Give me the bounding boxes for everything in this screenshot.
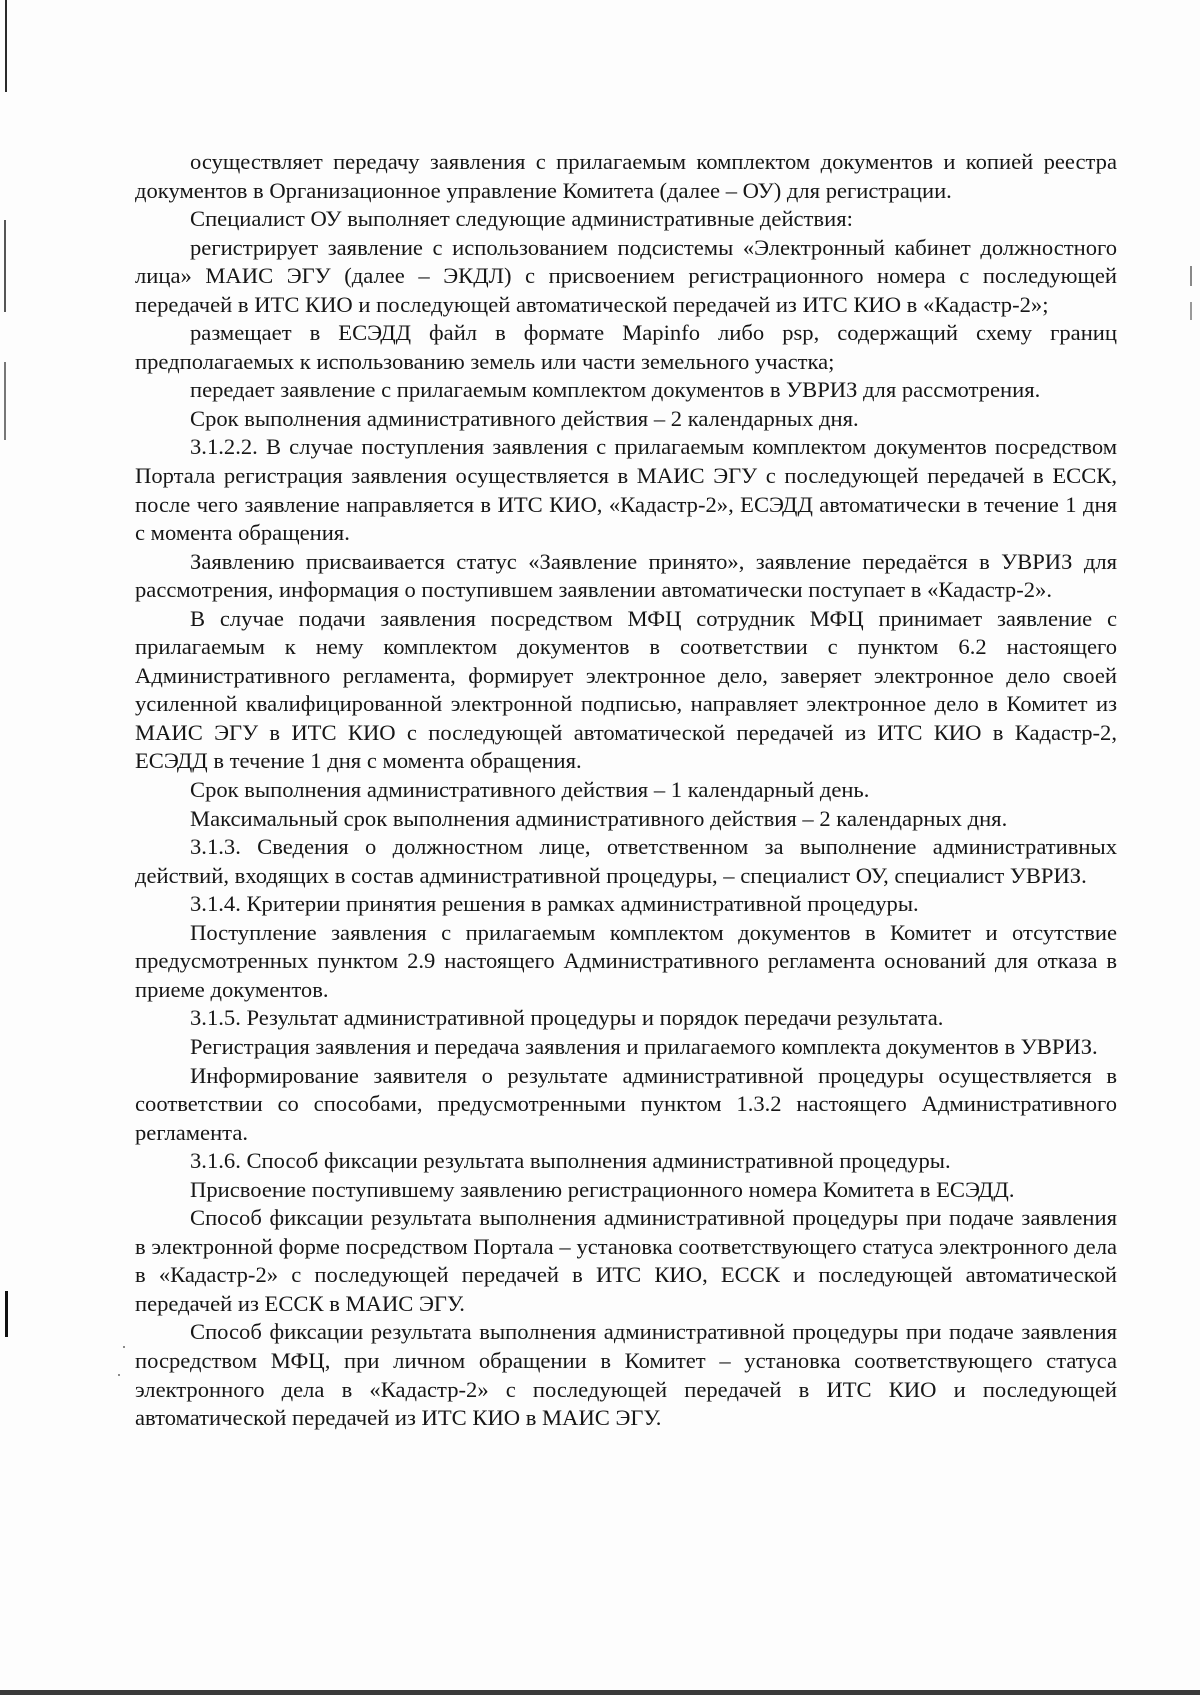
paragraph: 3.1.3. Сведения о должностном лице, ответственном за выполнение административных действий, входящих в состав административной процедуры, – специалист ОУ, специалист УВРИЗ. [135,834,1117,888]
paragraph: 3.1.2.2. В случае поступления заявления с прилагаемым комплектом документов посредством Портала регистрация заявления осуществляется в МАИС ЭГУ с последующей передачей в ЕССК, после чего заявление направляется в ИТС КИО, «Кадастр-2», ЕСЭДД автоматически в течение 1 дня с момента обращения. [135,434,1117,546]
paragraph: Способ фиксации результата выполнения административной процедуры при подаче заявления посредством МФЦ, при личном обращении в Комитет – установка соответствующего статуса электронного дела в «Кадастр-2» с последующей передачей в ИТС КИО и последующей автоматической передачей из ИТС КИО в МАИС ЭГУ. [135,1319,1117,1431]
paragraph: Присвоение поступившему заявлению регистрационного номера Комитета в ЕСЭДД. [190,1176,1015,1202]
scan-artifact-mark [1190,302,1192,320]
paragraph: 3.1.4. Критерии принятия решения в рамках административной процедуры. [190,891,919,917]
paragraph: осуществляет передачу заявления с прилагаемым комплектом документов и копией реестра документов в Организационное управление Комитета (далее – ОУ) для регистрации. [135,149,1117,203]
paragraph: Срок выполнения административного действия – 1 календарный день. [190,777,870,803]
paragraph: В случае подачи заявления посредством МФЦ сотрудник МФЦ принимает заявление с прилагаемым к нему комплектом документов в соответствии с пунктом 6.2 настоящего Административного регламента, формирует электронное дело, заверяет электронное дело своей усиленной квалифицированной электронной подписью, направляет электронное дело в Комитет из МАИС ЭГУ в ИТС КИО с последующей автоматической передачей из ИТС КИО в Кадастр-2, ЕСЭДД в течение 1 дня с момента обращения. [135,605,1117,774]
scan-artifact-mark [5,0,7,92]
paragraph: 3.1.5. Результат административной процедуры и порядок передачи результата. [190,1005,944,1031]
scan-artifact-mark [1190,266,1192,286]
scan-bottom-edge [0,1690,1200,1695]
paragraph: Регистрация заявления и передача заявления и прилагаемого комплекта документов в УВРИЗ. [190,1033,1098,1059]
paragraph: Поступление заявления с прилагаемым комплектом документов в Комитет и отсутствие предусмотренных пунктом 2.9 настоящего Административного регламента оснований для отказа в приеме документов. [135,919,1117,1002]
paragraph: Срок выполнения административного действия – 2 календарных дня. [190,405,859,431]
scan-artifact-mark [5,1291,8,1337]
paragraph: Способ фиксации результата выполнения административной процедуры при подаче заявления в электронной форме посредством Портала – установка соответствующего статуса электронного дела в «Кадастр-2» с последующей передачей в ИТС КИО, ЕССК и последующей автоматической передачей из ЕССК в МАИС ЭГУ. [135,1205,1117,1316]
scan-artifact-dot [118,1374,120,1376]
paragraph: Информирование заявителя о результате административной процедуры осуществляется в соответствии со способами, предусмотренными пунктом 1.3.2 настоящего Административного регламента. [135,1062,1117,1145]
document-body [135,148,1117,1433]
paragraph: размещает в ЕСЭДД файл в формате Mapinfo либо psp, содержащий схему границ предполагаемых к использованию земель или части земельного участка; [135,320,1117,374]
scan-artifact-mark [4,220,6,312]
scan-artifact-mark [4,362,6,440]
scan-artifact-dot [123,1346,125,1348]
paragraph: передает заявление с прилагаемым комплектом документов в УВРИЗ для рассмотрения. [190,377,1041,403]
paragraph: 3.1.6. Способ фиксации результата выполнения административной процедуры. [190,1148,951,1174]
paragraph: регистрирует заявление с использованием подсистемы «Электронный кабинет должностного лица» МАИС ЭГУ (далее – ЭКДЛ) с присвоением регистрационного номера с последующей передачей в ИТС КИО и последующей автоматической передачей из ИТС КИО в «Кадастр-2»; [135,234,1117,317]
paragraph: Специалист ОУ выполняет следующие административные действия: [190,206,853,232]
paragraph: Максимальный срок выполнения административного действия – 2 календарных дня. [190,805,1008,831]
paragraph: Заявлению присваивается статус «Заявление принято», заявление передаётся в УВРИЗ для рассмотрения, информация о поступившем заявлении автоматически поступает в «Кадастр-2». [135,548,1117,603]
